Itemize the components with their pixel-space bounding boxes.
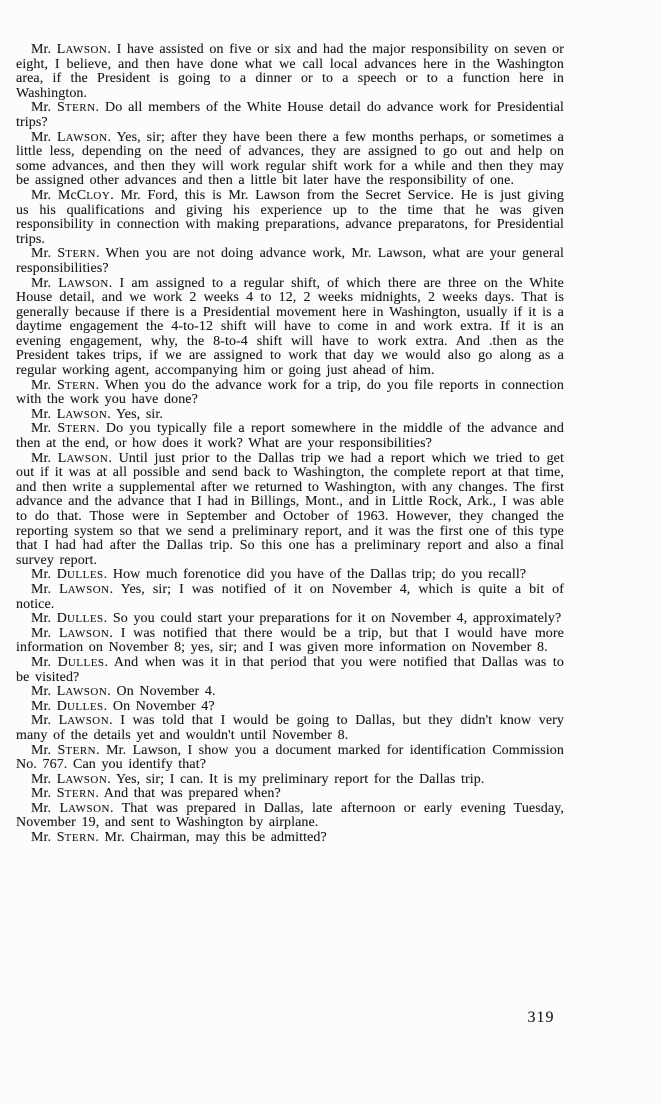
- transcript: [16, 43, 564, 846]
- speaker-lead: S: [56, 100, 65, 116]
- speaker-lead: L: [58, 713, 68, 729]
- speaker-smallcaps: LOY: [86, 189, 111, 202]
- speaker-name: [31, 684, 111, 699]
- speech-text: Do all members of the White House detail do advance work for Presidential trips?: [16, 100, 564, 130]
- speech-text: Mr. Ford, this is Mr. Lawson from the Secret Service. He is just giving us his qualifications and giving his experience up to the time that he was given responsibility in connection with making preparations, advance preparatons, for Presidential trips.: [16, 187, 564, 247]
- speaker-suffix: .: [95, 421, 100, 437]
- speaker-name: [31, 100, 99, 115]
- speaker-name: [31, 378, 99, 393]
- speaker-lead: L: [58, 625, 68, 641]
- speaker-prefix: Mr.: [31, 698, 52, 714]
- speaker-smallcaps: TERN: [64, 102, 96, 115]
- speech-text: I was notified that there would be a trip, but that I would have more information on November 8; yes, sir; and I was given more information on November 8.: [16, 625, 564, 656]
- transcript-paragraph: [16, 101, 564, 130]
- speaker-smallcaps: ULLES: [67, 656, 105, 669]
- speaker-lead: L: [56, 771, 66, 787]
- transcript-paragraph: [16, 802, 564, 831]
- speaker-name: [31, 42, 111, 57]
- speaker-name: [31, 830, 99, 845]
- speaker-prefix: Mr.: [31, 100, 52, 116]
- speaker-name: [31, 567, 107, 582]
- speaker-prefix: Mr.: [31, 581, 52, 597]
- transcript-paragraph: [16, 277, 564, 379]
- speaker-prefix: Mr.: [31, 42, 52, 57]
- transcript-paragraph: [16, 452, 564, 569]
- speaker-name: [31, 451, 112, 466]
- speaker-lead: McC: [57, 187, 87, 203]
- speaker-suffix: .: [108, 275, 113, 291]
- speaker-smallcaps: AWSON: [66, 452, 109, 465]
- speaker-smallcaps: ULLES: [66, 700, 104, 713]
- speaker-name: [31, 772, 111, 787]
- speaker-suffix: .: [107, 406, 111, 422]
- speaker-smallcaps: TERN: [64, 832, 96, 845]
- speaker-name: [31, 626, 113, 641]
- speaker-lead: L: [56, 684, 66, 700]
- speaker-prefix: Mr.: [31, 450, 52, 466]
- speaker-lead: S: [57, 246, 66, 262]
- speaker-prefix: Mr.: [31, 611, 52, 627]
- transcript-paragraph: [16, 627, 564, 656]
- speaker-suffix: .: [109, 800, 114, 816]
- speaker-name: [31, 743, 100, 758]
- speaker-prefix: Mr.: [31, 771, 52, 787]
- speech-text: Until just prior to the Dallas trip we had a report which we tried to get out if it was at all possible and send back to Washington, the complete report at that time, and then write a supplemental after we returned to Washington, with any changes. The first advance and the advance that I had in Billings, Mont., and in Little Rock, Ark., I was able to do that. Those were in September and October of 1963. However, they changed the reporting system so that we send a preliminary report, and it was the first one of this type that I had had after the Dallas trip. So this one has a preliminary report and also a final survey report.: [16, 450, 564, 568]
- speaker-smallcaps: TERN: [65, 423, 96, 436]
- transcript-paragraph: [16, 43, 564, 101]
- transcript-paragraph: [16, 189, 564, 247]
- speaker-name: [31, 130, 111, 145]
- speech-text: Mr. Lawson, I show you a document marked for identification Commission No. 767. Can you identify that?: [16, 742, 564, 773]
- speech-text: Yes, sir; I can. It is my preliminary report for the Dallas trip.: [115, 771, 485, 787]
- speaker-suffix: .: [95, 830, 99, 846]
- speaker-prefix: Mr.: [31, 625, 52, 641]
- speaker-lead: D: [56, 611, 67, 627]
- speaker-name: [31, 655, 108, 670]
- speaker-smallcaps: AWSON: [65, 686, 108, 699]
- speaker-lead: S: [57, 377, 65, 393]
- speaker-suffix: .: [107, 771, 111, 787]
- speech-text: Mr. Chairman, may this be admitted?: [104, 830, 327, 846]
- speaker-smallcaps: AWSON: [65, 44, 108, 56]
- speaker-suffix: .: [96, 742, 100, 758]
- speaker-suffix: .: [109, 713, 113, 729]
- speaker-name: [31, 582, 113, 597]
- speech-text: Yes, sir; I was notified of it on November 4, which is quite a bit of notice.: [16, 581, 564, 612]
- speaker-lead: S: [57, 421, 66, 437]
- speaker-prefix: Mr.: [31, 406, 52, 422]
- speaker-suffix: .: [95, 377, 100, 393]
- speaker-prefix: Mr.: [31, 654, 52, 670]
- speaker-prefix: Mr.: [31, 786, 52, 802]
- speaker-lead: S: [56, 830, 65, 846]
- speech-text: Yes, sir; after they have been there a few months perhaps, or sometimes a little less, depending on the need of advances, they are assigned to go out and help on some advances, and then they will work regular shift work for a while and then they may be assigned other advances and then a little bit later have the responsibility of one.: [16, 129, 564, 189]
- speaker-suffix: .: [104, 654, 109, 670]
- speaker-smallcaps: AWSON: [65, 131, 108, 144]
- page-number: 319: [527, 1009, 555, 1026]
- speaker-suffix: .: [108, 450, 112, 466]
- speaker-lead: S: [57, 742, 66, 758]
- transcript-paragraph: [16, 422, 564, 451]
- speaker-lead: S: [56, 786, 65, 802]
- speaker-lead: D: [56, 698, 67, 714]
- speaker-prefix: Mr.: [31, 742, 52, 758]
- speech-text: Yes, sir.: [115, 406, 163, 422]
- speaker-lead: L: [56, 42, 66, 57]
- speech-text: When you do the advance work for a trip, do you file reports in connection with the work you have done?: [16, 377, 564, 408]
- speaker-lead: D: [57, 654, 68, 670]
- speaker-smallcaps: AWSON: [67, 627, 110, 640]
- speech-text: When you are not doing advance work, Mr. Lawson, what are your general responsibilities?: [16, 246, 564, 276]
- speaker-prefix: Mr.: [31, 567, 52, 583]
- speaker-lead: L: [58, 275, 67, 291]
- speaker-smallcaps: TERN: [65, 744, 97, 757]
- speaker-name: [31, 713, 113, 728]
- transcript-paragraph: [16, 714, 564, 743]
- speech-text: How much forenotice did you have of the Dallas trip; do you recall?: [112, 567, 527, 583]
- transcript-paragraph: [16, 787, 564, 802]
- transcript-paragraph: [16, 700, 564, 715]
- speech-text: On November 4?: [112, 698, 215, 714]
- speaker-prefix: Mr.: [31, 713, 52, 729]
- speaker-prefix: Mr.: [31, 377, 52, 393]
- speech-text: I am assigned to a regular shift, of which there are three on the White House detail, and we work 2 weeks 4 to 12, 2 weeks midnights, 2 weeks days. That is generally because if there is a Presidential movement here in Washington, usually if it is a daytime engagement the 4-to-12 shift will have to come in and work extra. If it is an evening engagement, why, the 8-to-4 shift will have to work extra. And .then as the President takes trips, if we are assigned to work that day we would also go along as a regular working agent, accompanying him or going just ahead of him.: [16, 275, 564, 379]
- transcript-paragraph: [16, 247, 564, 276]
- transcript-paragraph: [16, 568, 564, 583]
- speaker-prefix: Mr.: [31, 684, 52, 700]
- speaker-name: [31, 188, 114, 203]
- speaker-smallcaps: AWSON: [65, 408, 108, 421]
- speaker-prefix: Mr.: [31, 421, 52, 437]
- speaker-suffix: .: [95, 246, 100, 262]
- speaker-suffix: .: [107, 129, 112, 145]
- speech-text: On November 4.: [116, 684, 216, 700]
- speaker-suffix: .: [103, 698, 108, 714]
- speaker-name: [31, 611, 107, 626]
- speaker-smallcaps: AWSON: [66, 277, 109, 290]
- speaker-lead: D: [56, 567, 67, 583]
- speaker-smallcaps: AWSON: [65, 773, 108, 786]
- speaker-name: [31, 786, 99, 801]
- transcript-paragraph: [16, 656, 564, 685]
- speaker-name: [31, 801, 114, 816]
- speaker-name: [31, 421, 100, 436]
- transcript-paragraph: [16, 831, 564, 846]
- speaker-suffix: .: [107, 42, 111, 57]
- speaker-suffix: .: [109, 581, 114, 597]
- speaker-lead: L: [56, 406, 66, 422]
- speaker-prefix: Mr.: [31, 800, 52, 816]
- speaker-smallcaps: AWSON: [67, 715, 110, 728]
- speaker-smallcaps: TERN: [64, 379, 96, 392]
- speaker-name: [31, 276, 112, 291]
- speaker-lead: L: [57, 450, 67, 466]
- transcript-paragraph: [16, 583, 564, 612]
- speaker-suffix: .: [95, 786, 99, 802]
- transcript-paragraph: [16, 131, 564, 189]
- speaker-prefix: Mr.: [31, 129, 52, 145]
- speaker-prefix: Mr.: [31, 830, 52, 846]
- speaker-suffix: .: [103, 567, 108, 583]
- speech-text: Do you typically file a report somewhere in the middle of the advance and then at the end, or how does it work? What are your responsibilities?: [16, 421, 565, 452]
- speaker-suffix: .: [107, 684, 111, 700]
- transcript-paragraph: [16, 685, 564, 700]
- speaker-name: [31, 246, 100, 261]
- speaker-suffix: .: [109, 625, 113, 641]
- speech-text: I was told that I would be going to Dallas, but they didn't know very many of the details yet and wouldn't until November 8.: [16, 713, 565, 743]
- speaker-lead: L: [59, 581, 68, 597]
- speaker-smallcaps: TERN: [65, 248, 96, 261]
- speech-text: And when was it in that period that you were notified that Dallas was to be visited?: [16, 654, 565, 685]
- speech-text: So you could start your preparations for it on November 4, approximately?: [112, 611, 562, 627]
- speaker-name: [31, 407, 111, 422]
- transcript-paragraph: [16, 379, 564, 408]
- speaker-smallcaps: AWSON: [67, 583, 110, 596]
- transcript-paragraph: [16, 773, 564, 788]
- speaker-suffix: .: [110, 187, 114, 203]
- speaker-prefix: Mr.: [31, 246, 52, 262]
- speaker-smallcaps: TERN: [64, 788, 96, 801]
- speaker-smallcaps: AWSON: [68, 802, 110, 815]
- speaker-name: [31, 699, 107, 714]
- speaker-suffix: .: [103, 611, 108, 627]
- speaker-suffix: .: [95, 100, 100, 116]
- speech-text: I have assisted on five or six and had the major responsibility on seven or eight, I believe, and then have done what we call local advances here in the Washington area, if the President is going to a dinner or to a speech or to a function here in Washington.: [16, 42, 564, 101]
- speaker-smallcaps: ULLES: [66, 569, 104, 582]
- speaker-lead: L: [59, 800, 69, 816]
- transcript-paragraph: [16, 612, 564, 627]
- speaker-prefix: Mr.: [31, 275, 52, 291]
- speaker-smallcaps: ULLES: [66, 613, 104, 626]
- speaker-lead: L: [56, 129, 66, 145]
- transcript-paragraph: [16, 744, 564, 773]
- speech-text: That was prepared in Dallas, late afternoon or early evening Tuesday, November 19, and sent to Washington by airplane.: [16, 800, 565, 831]
- speaker-prefix: Mr.: [31, 187, 52, 203]
- speech-text: And that was prepared when?: [103, 786, 281, 802]
